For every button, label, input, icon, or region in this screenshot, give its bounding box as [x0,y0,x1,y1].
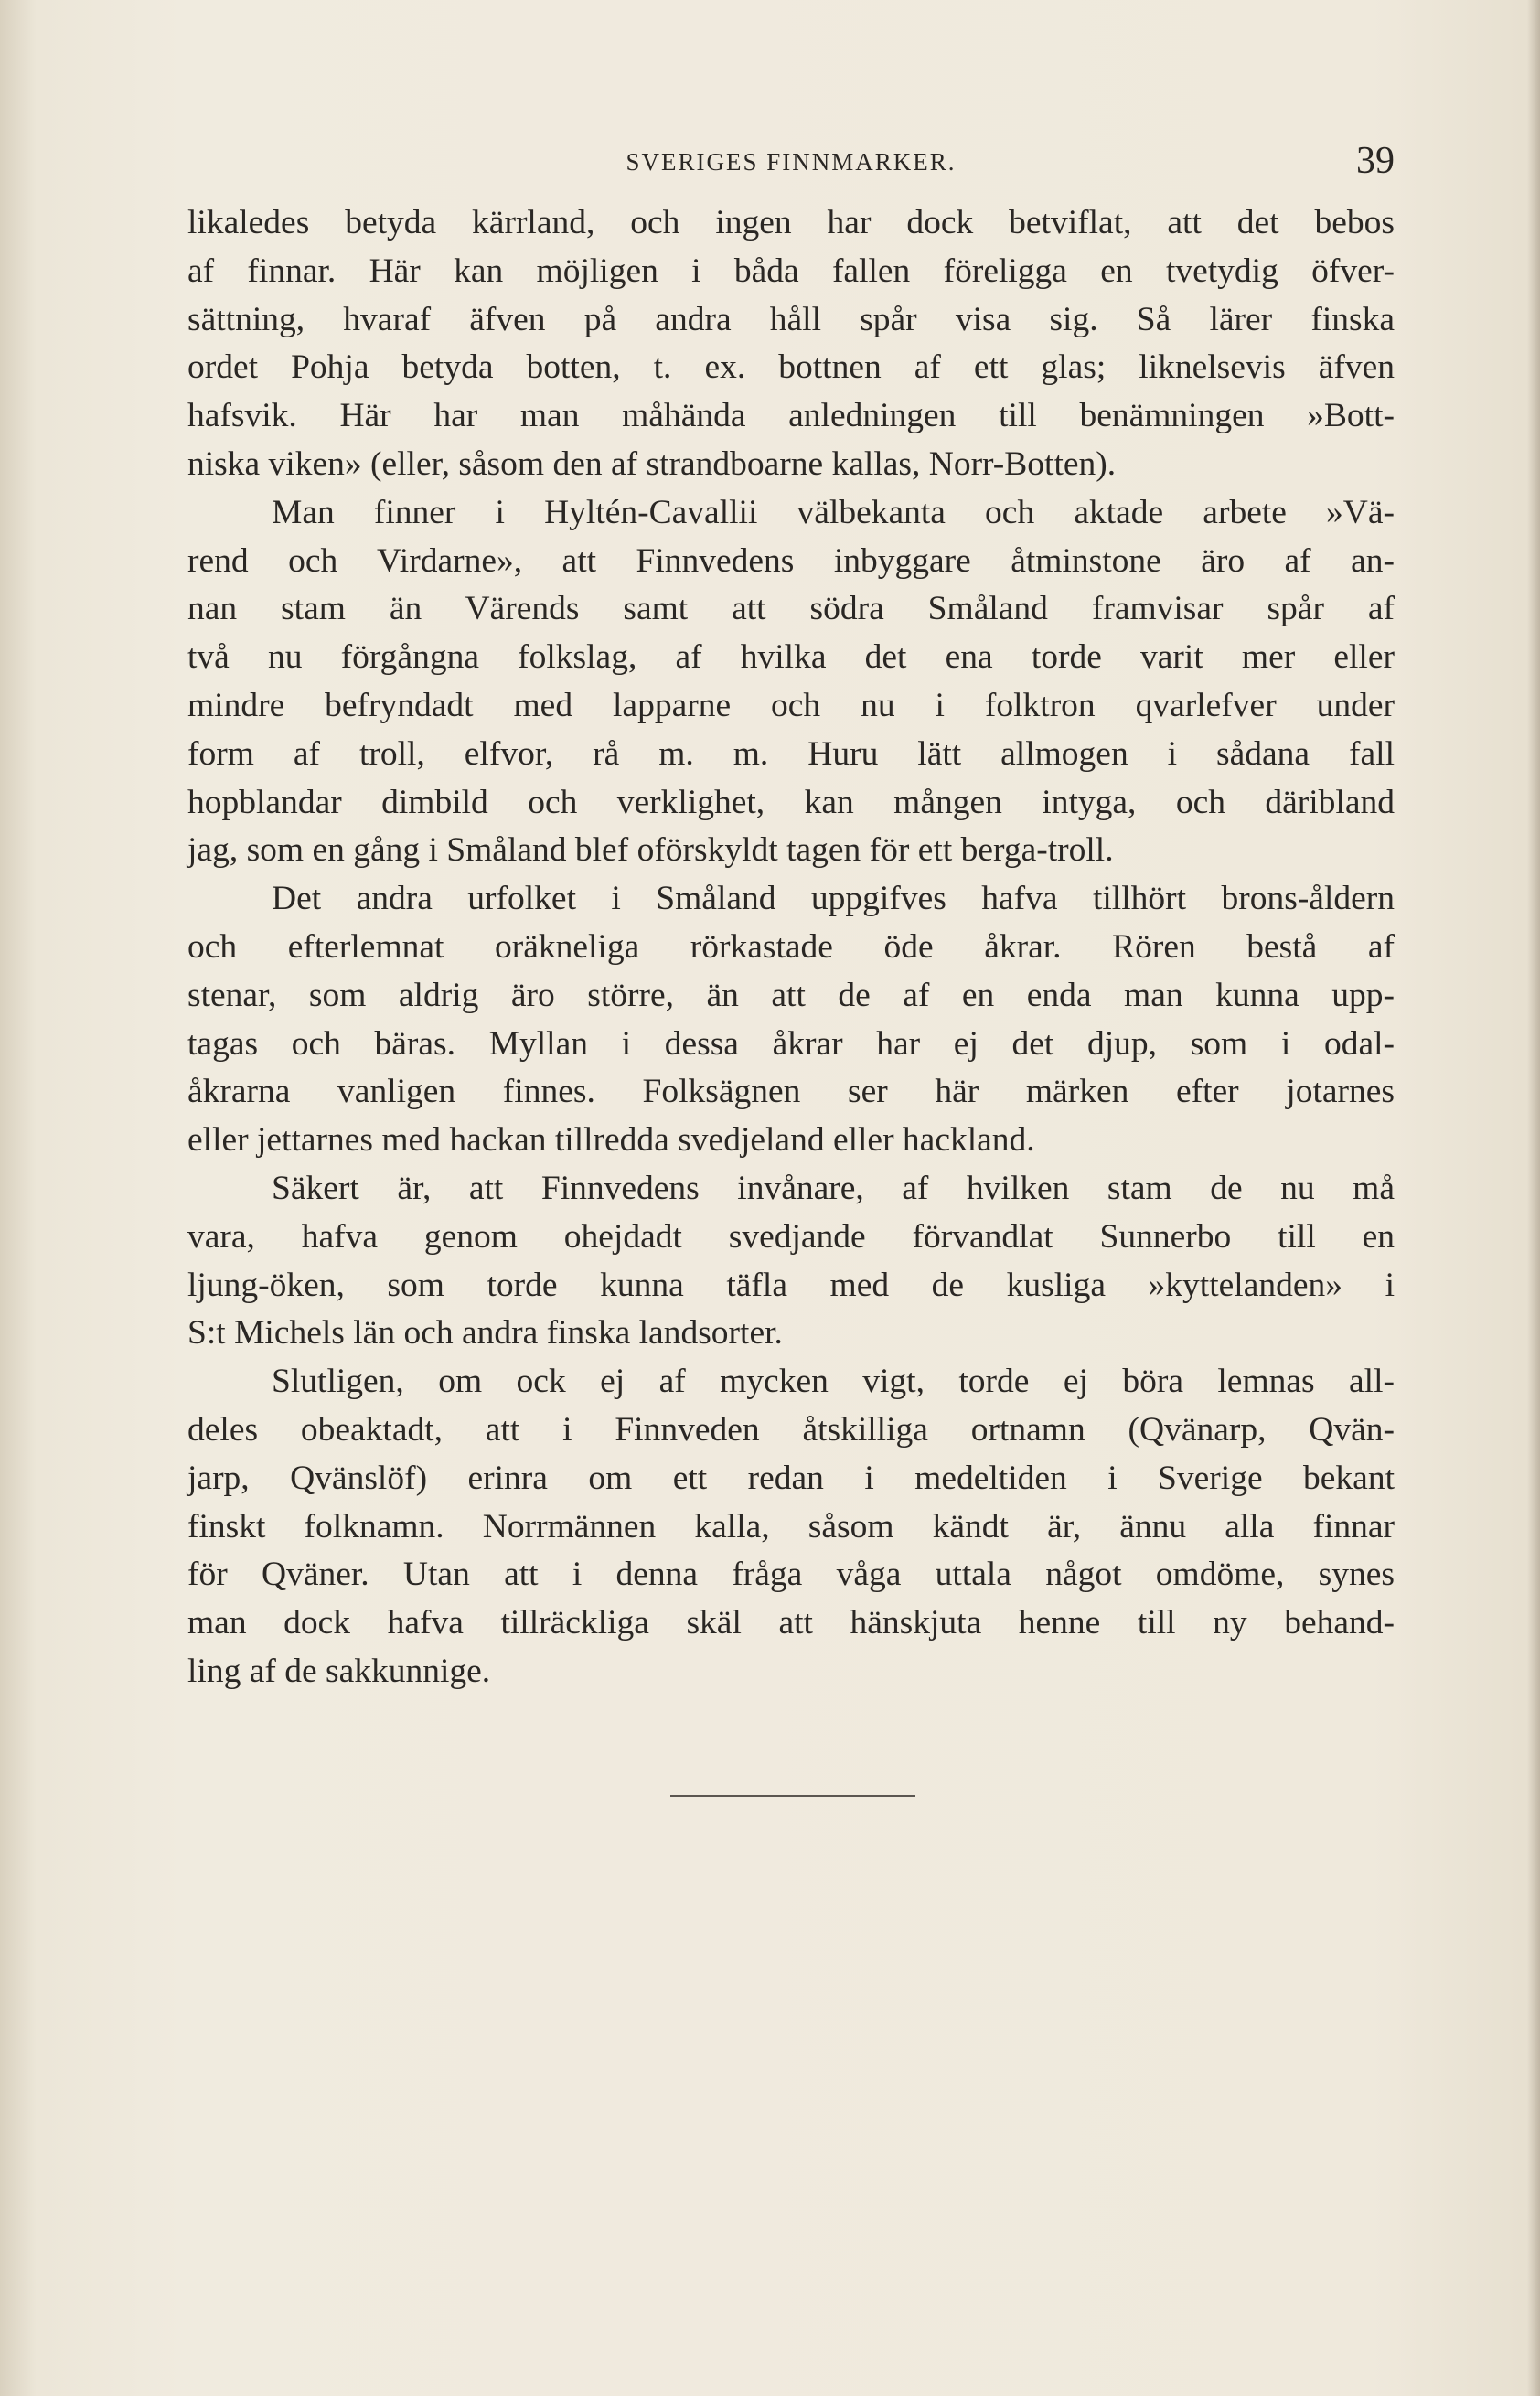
text-line: sättning, hvaraf äfven på andra håll spår visa sig. Så lärer finska [187,300,1395,338]
running-title: SVERIGES FINNMARKER. [626,148,957,176]
text-line: niska viken» (eller, såsom den af strandboarne kallas, Norr-Botten). [187,444,1117,483]
text-line: jag, som en gång i Småland blef oförskyldt tagen för ett berga-troll. [187,831,1114,870]
text-line: Det andra urfolket i Småland uppgifves hafva tillhört brons-åldern [272,880,1395,918]
text-line: två nu förgångna folkslag, af hvilka det ena torde varit mer eller [187,638,1395,677]
body-text [187,199,1395,1696]
running-head [187,139,1395,194]
text-line: form af troll, elfvor, rå m. m. Huru lätt allmogen i sådana fall [187,734,1395,773]
page-number: 39 [1356,140,1395,182]
section-end-rule [670,1795,915,1797]
text-line: man dock hafva tillräckliga skäl att hänskjuta henne till ny behand- [187,1604,1395,1642]
text-line: ling af de sakkunnige. [187,1652,491,1690]
text-line: Slutligen, om ock ej af mycken vigt, torde ej böra lemnas all- [272,1363,1395,1401]
text-line: nan stam än Värends samt att södra Småland framvisar spår af [187,590,1395,628]
text-line: deles obeaktadt, att i Finnveden åtskilliga ortnamn (Qvänarp, Qvän- [187,1410,1395,1449]
text-line: för Qväner. Utan att i denna fråga våga uttala något omdöme, synes [187,1556,1395,1594]
text-line: finskt folknamn. Norrmännen kalla, såsom kändt är, ännu alla finnar [187,1507,1395,1546]
text-line: vara, hafva genom ohejdadt svedjande förvandlat Sunnerbo till en [187,1217,1395,1256]
text-line: ljung-öken, som torde kunna täfla med de kusliga »kyttelanden» i [187,1266,1395,1304]
text-line: åkrarna vanligen finnes. Folksägnen ser här märken efter jotarnes [187,1073,1395,1111]
text-line: tagas och bäras. Myllan i dessa åkrar har ej det djup, som i odal- [187,1024,1395,1063]
text-line: af finnar. Här kan möjligen i båda fallen föreligga en tvetydig öfver- [187,251,1395,290]
text-line: stenar, som aldrig äro större, än att de af en enda man kunna upp- [187,976,1395,1014]
text-line: ordet Pohja betyda botten, t. ex. bottnen af ett glas; liknelsevis äfven [187,348,1395,387]
text-line: hafsvik. Här har man måhända anledningen till benämningen »Bott- [187,397,1395,435]
text-line: rend och Virdarne», att Finnvedens inbyggare åtminstone äro af an- [187,541,1395,580]
text-line: S:t Michels län och andra finska landsorter. [187,1314,783,1353]
text-line: och efterlemnat oräkneliga rörkastade öde åkrar. Rören bestå af [187,927,1395,966]
text-line: Säkert är, att Finnvedens invånare, af hvilken stam de nu må [272,1169,1395,1207]
text-line: hopblandar dimbild och verklighet, kan mången intyga, och däribland [187,783,1395,821]
text-line: mindre befryndadt med lapparne och nu i folktron qvarlefver under [187,686,1395,724]
text-line: Man finner i Hyltén-Cavallii välbekanta och aktade arbete »Vä- [272,493,1395,531]
text-line: likaledes betyda kärrland, och ingen har dock betviflat, att det bebos [187,204,1395,241]
text-line: jarp, Qvänslöf) erinra om ett redan i medeltiden i Sverige bekant [187,1459,1395,1497]
text-line: eller jettarnes med hackan tillredda svedjeland eller hackland. [187,1121,1035,1160]
